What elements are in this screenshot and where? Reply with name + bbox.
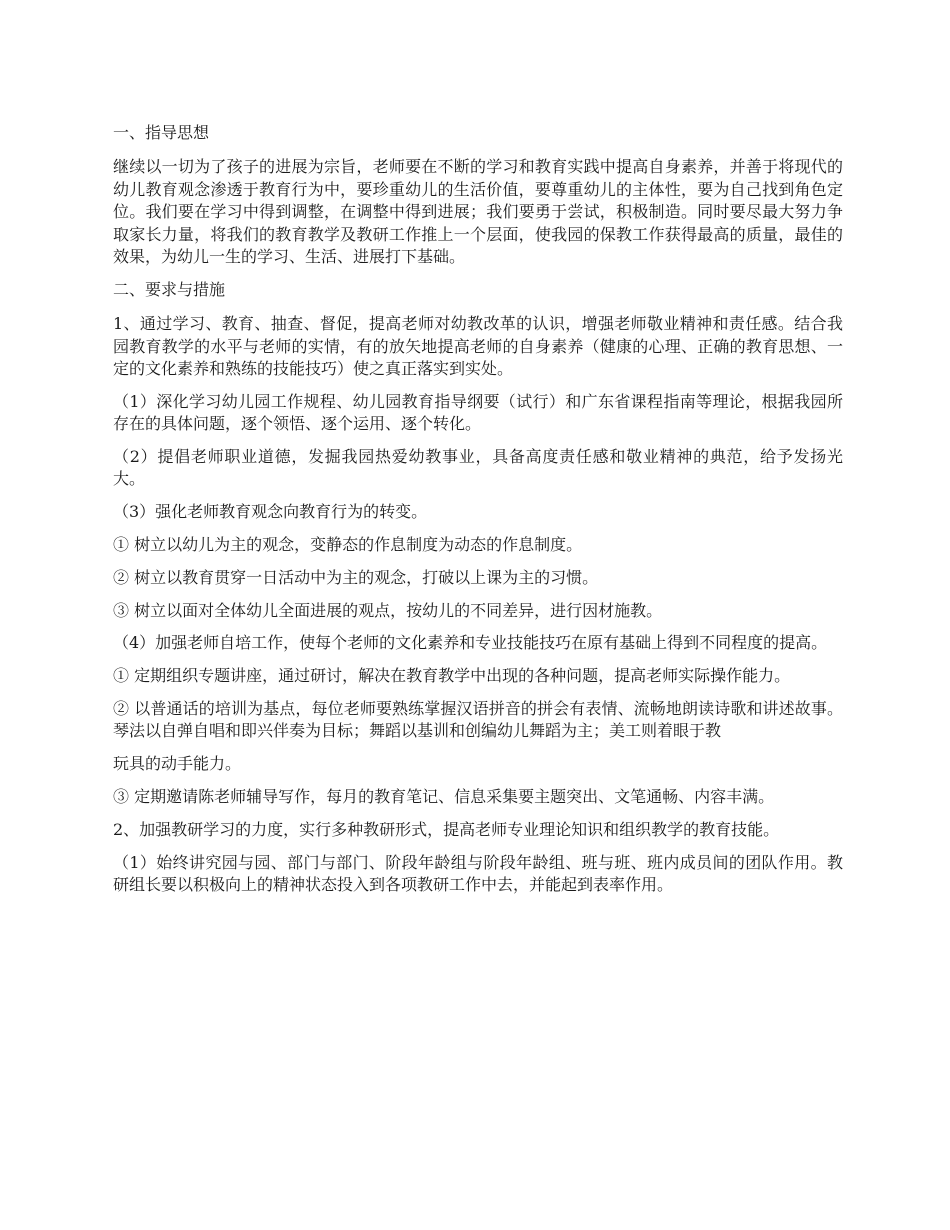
paragraph-subitem-1: （1）深化学习幼儿园工作规程、幼儿园教育指导纲要（试行）和广东省课程指南等理论，根据我园所存在的具体问题，逐个领悟、逐个运用、逐个转化。 <box>113 391 843 434</box>
paragraph-point-3-1: ① 树立以幼儿为主的观念，变静态的作息制度为动态的作息制度。 <box>113 535 583 555</box>
paragraph-point-3-2: ② 树立以教育贯穿一日活动中为主的观念，打破以上课为主的习惯。 <box>113 567 599 587</box>
paragraph-subitem-2: （2）提倡老师职业道德，发掘我园热爱幼教事业，具备高度责任感和敬业精神的典范，给予发扬光大。 <box>113 447 843 489</box>
paragraph-point-4-3: ③ 定期邀请陈老师辅导写作，每月的教育笔记、信息采集要主题突出、文笔通畅、内容丰满。 <box>113 787 775 807</box>
paragraph-guiding-ideology: 继续以一切为了孩子的进展为宗旨，老师要在不断的学习和教育实践中提高自身素养，并善于将现代的幼儿教育观念渗透于教育行为中，要珍重幼儿的生活价值，要尊重幼儿的主体性，要为自己找到角色定位。我们要在学习中得到调整，在调整中得到进展；我们要勇于尝试，积极制造。同时要尽最大努力争取家长力量，将我们的教育教学及教研工作推上一个层面，使我园的保教工作获得最高的质量，最佳的效果，为幼儿一生的学习、生活、进展打下基础。 <box>113 157 843 267</box>
paragraph-item-2: 2、加强教研学习的力度，实行多种教研形式，提高老师专业理论知识和组织教学的教育技能。 <box>113 819 780 839</box>
paragraph-point-4-1: ① 定期组织专题讲座，通过研讨，解决在教育教学中出现的各种问题，提高老师实际操作能力。 <box>113 666 791 686</box>
document-page <box>113 122 843 907</box>
paragraph-point-4-2-continued: 玩具的动手能力。 <box>113 754 242 774</box>
paragraph-point-3-3: ③ 树立以面对全体幼儿全面进展的观点，按幼儿的不同差异，进行因材施教。 <box>113 600 663 620</box>
paragraph-item-1: 1、通过学习、教育、抽查、督促，提高老师对幼教改革的认识，增强老师敬业精神和责任感。结合我园教育教学的水平与老师的实情，有的放矢地提高老师的自身素养（健康的心理、正确的教育思想、一定的文化素养和熟练的技能技巧）使之真正落实到实处。 <box>113 314 843 379</box>
paragraph-subitem-4: （4）加强老师自培工作，使每个老师的文化素养和专业技能技巧在原有基础上得到不同程度的提高。 <box>113 633 828 653</box>
paragraph-item-2-subitem-1: （1）始终讲究园与园、部门与部门、阶段年龄组与阶段年龄组、班与班、班内成员间的团队作用。教研组长要以积极向上的精神状态投入到各项教研工作中去，并能起到表率作用。 <box>113 852 843 895</box>
paragraph-point-4-2: ② 以普通话的培训为基点，每位老师要熟练掌握汉语拼音的拼会有表情、流畅地朗读诗歌和讲述故事。琴法以自弹自唱和即兴伴奏为目标；舞蹈以基训和创编幼儿舞蹈为主；美工则着眼于教 <box>113 699 843 741</box>
paragraph-subitem-3: （3）强化老师教育观念向教育行为的转变。 <box>113 502 428 522</box>
section-heading-guiding-ideology: 一、指导思想 <box>113 123 210 142</box>
section-heading-requirements: 二、要求与措施 <box>113 279 226 299</box>
